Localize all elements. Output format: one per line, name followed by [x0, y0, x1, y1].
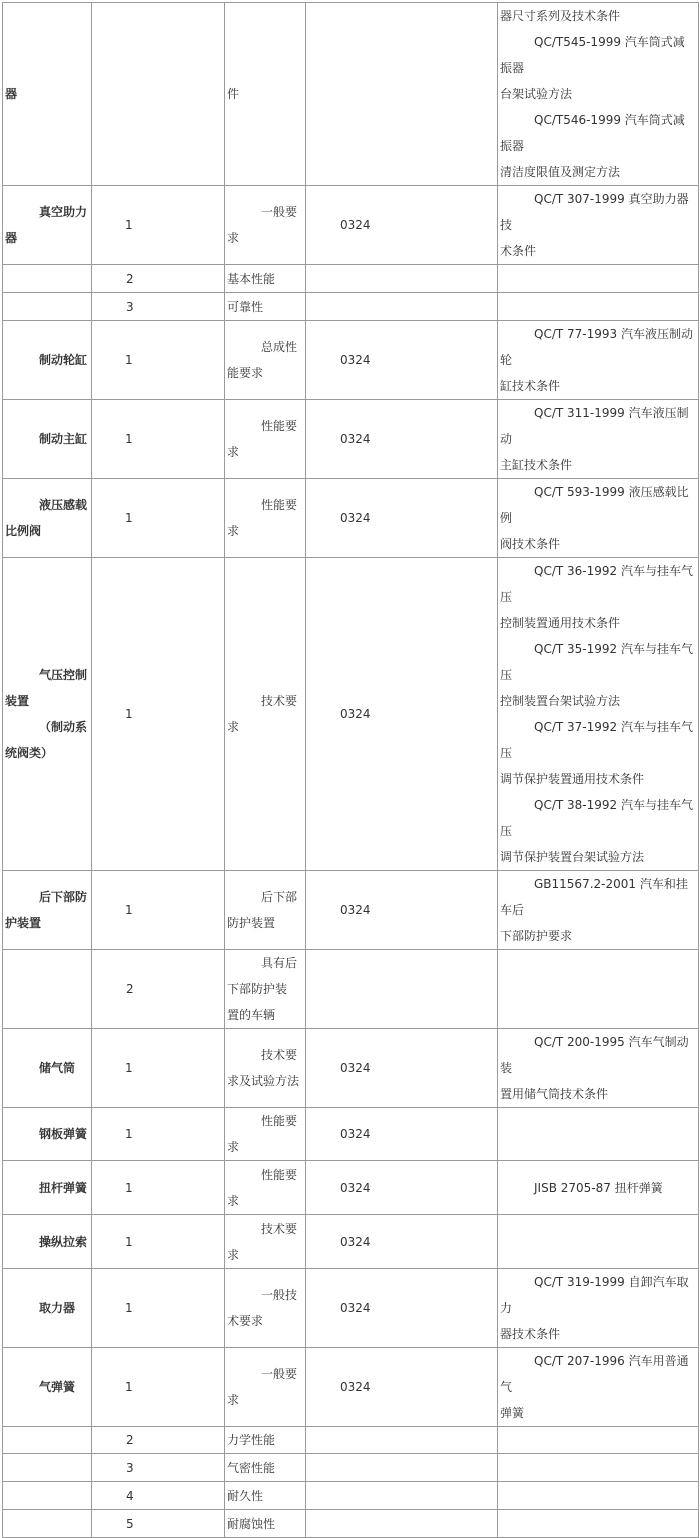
item-name-line: 制动轮缸 [39, 353, 88, 367]
seq-number-cell: 1 [92, 1269, 225, 1348]
table-row [3, 293, 699, 321]
item-name-cell [3, 321, 92, 400]
seq-number-cell: 5 [92, 1510, 225, 1538]
standard-line: QC/T 207-1996 汽车用普通气 [500, 1354, 689, 1394]
item-name-line: 气弹簧 [39, 1380, 76, 1394]
standard-cell [498, 1510, 699, 1538]
parameter-cell [225, 1269, 306, 1348]
standard-cell [498, 1269, 699, 1348]
parameter-line: 总成性 [261, 340, 298, 354]
item-name-cell [3, 1510, 92, 1538]
parameter-line: 求 [227, 1193, 240, 1208]
parameter-line: 术要求 [227, 1314, 264, 1328]
code-cell: 0324 [306, 321, 498, 400]
item-name-cell [3, 186, 92, 265]
item-name-line: 真空助力 [39, 205, 88, 219]
item-name-cell [3, 1215, 92, 1269]
seq-number-cell: 1 [92, 1029, 225, 1108]
item-name-line: 后下部防 [39, 890, 88, 904]
item-name-cell [3, 558, 92, 871]
item-name-line: 储气筒 [39, 1061, 76, 1075]
code-cell [306, 950, 498, 1029]
item-name-cell [3, 265, 92, 293]
code-cell: 0324 [306, 1161, 498, 1215]
standard-line: 缸技术条件 [500, 379, 561, 393]
seq-number-cell: 2 [92, 1427, 225, 1454]
item-name-line: 制动主缸 [39, 432, 88, 446]
item-name-cell [3, 1108, 92, 1161]
item-name-cell [3, 950, 92, 1029]
seq-number-cell: 1 [92, 1108, 225, 1161]
parameter-cell [225, 321, 306, 400]
seq-number-cell: 1 [92, 479, 225, 558]
code-cell: 0324 [306, 871, 498, 950]
code-cell [306, 3, 498, 186]
standard-line: 下部防护要求 [500, 929, 573, 943]
table-row [3, 1269, 699, 1348]
parameter-cell [225, 871, 306, 950]
standard-cell [498, 3, 699, 186]
parameter-line: 求 [227, 1140, 240, 1154]
standard-line: 调节保护装置通用技术条件 [500, 772, 645, 786]
item-name-line: （制动系 [39, 720, 88, 734]
parameter-line: 性能要 [261, 1114, 298, 1128]
standard-cell [498, 1161, 699, 1215]
code-cell: 0324 [306, 1269, 498, 1348]
parameter-line: 技术要 [261, 1048, 298, 1062]
standard-cell [498, 558, 699, 871]
table-row [3, 479, 699, 558]
table-row [3, 558, 699, 871]
parameter-line: 求 [227, 720, 240, 734]
parameter-line: 气密性能 [227, 1460, 276, 1475]
standard-line: QC/T 35-1992 汽车与挂车气压 [500, 642, 693, 682]
standard-line: JISB 2705-87 扭杆弹簧 [534, 1180, 663, 1195]
seq-number-cell: 1 [92, 400, 225, 479]
standard-line: QC/T546-1999 汽车筒式减振器 [500, 113, 685, 153]
parameter-line: 性能要 [261, 1167, 298, 1182]
code-cell [306, 265, 498, 293]
parameter-line: 一般要 [261, 205, 298, 219]
table-row [3, 1454, 699, 1482]
standard-line: 器技术条件 [500, 1327, 561, 1341]
parameter-line: 件 [227, 87, 240, 101]
parameter-cell [225, 1161, 306, 1215]
parameter-line: 求 [227, 445, 240, 459]
standard-cell [498, 1029, 699, 1108]
parameter-line: 求 [227, 1247, 240, 1262]
standard-cell [498, 293, 699, 321]
parameter-line: 求 [227, 231, 240, 245]
standard-line: QC/T 36-1992 汽车与挂车气压 [500, 564, 693, 604]
standard-line: 主缸技术条件 [500, 458, 573, 472]
code-cell: 0324 [306, 1348, 498, 1427]
item-name-line: 扭杆弹簧 [39, 1180, 88, 1195]
seq-number-cell: 3 [92, 1454, 225, 1482]
standard-cell [498, 265, 699, 293]
standard-cell [498, 321, 699, 400]
parameter-line: 可靠性 [227, 299, 264, 314]
standard-line: 阀技术条件 [500, 537, 561, 551]
standard-cell [498, 1482, 699, 1510]
seq-number-cell [92, 3, 225, 186]
standard-cell [498, 1454, 699, 1482]
standard-line: 调节保护装置台架试验方法 [500, 850, 645, 864]
parameter-cell [225, 558, 306, 871]
parameter-cell [225, 293, 306, 321]
standard-cell [498, 1215, 699, 1269]
item-name-line: 操纵拉索 [39, 1234, 88, 1249]
item-name-line: 钢板弹簧 [39, 1127, 88, 1141]
seq-number-cell: 3 [92, 293, 225, 321]
parameter-cell [225, 186, 306, 265]
item-name-cell [3, 871, 92, 950]
table-row [3, 265, 699, 293]
seq-number-cell: 1 [92, 1348, 225, 1427]
standard-line: 置用储气筒技术条件 [500, 1087, 609, 1101]
standard-line: QC/T545-1999 汽车筒式减振器 [500, 35, 685, 75]
item-name-cell [3, 1482, 92, 1510]
standard-line: GB11567.2-2001 汽车和挂车后 [500, 877, 688, 917]
item-name-line: 统阀类） [5, 746, 54, 760]
standard-line: 台架试验方法 [500, 87, 573, 101]
parameter-line: 力学性能 [227, 1433, 276, 1447]
item-name-line: 护装置 [5, 916, 42, 930]
item-name-cell [3, 400, 92, 479]
parameter-cell [225, 1427, 306, 1454]
standard-cell [498, 1427, 699, 1454]
item-name-line: 器 [5, 231, 18, 245]
parameter-line: 具有后下部防护装 [227, 956, 298, 996]
parameter-line: 求 [227, 524, 240, 538]
parameter-line: 一般技 [261, 1288, 298, 1302]
item-name-cell [3, 3, 92, 186]
parameter-cell [225, 3, 306, 186]
item-name-cell [3, 479, 92, 558]
item-name-line: 气压控制 [39, 668, 88, 682]
item-name-line: 取力器 [39, 1301, 76, 1315]
parameter-line: 性能要 [261, 419, 298, 433]
table-row [3, 1161, 699, 1215]
item-name-line: 比例阀 [5, 524, 42, 538]
parameter-cell [225, 479, 306, 558]
standard-line: QC/T 77-1993 汽车液压制动轮 [500, 327, 693, 367]
item-name-cell [3, 293, 92, 321]
parameter-line: 性能要 [261, 498, 298, 512]
parameter-cell [225, 400, 306, 479]
parameter-cell [225, 1108, 306, 1161]
table-row [3, 950, 699, 1029]
parameter-cell [225, 950, 306, 1029]
seq-number-cell: 1 [92, 871, 225, 950]
seq-number-cell: 1 [92, 1215, 225, 1269]
parameter-line: 后下部 [261, 890, 298, 904]
seq-number-cell: 2 [92, 265, 225, 293]
parameter-line: 技术要 [261, 694, 298, 708]
seq-number-cell: 1 [92, 558, 225, 871]
standard-line: QC/T 593-1999 液压感载比例 [500, 485, 689, 525]
item-name-cell [3, 1269, 92, 1348]
seq-number-cell: 4 [92, 1482, 225, 1510]
table-row [3, 1482, 699, 1510]
table-row [3, 1348, 699, 1427]
standard-line: 清洁度限值及测定方法 [500, 165, 621, 179]
item-name-cell [3, 1161, 92, 1215]
table-row [3, 1427, 699, 1454]
table-row [3, 321, 699, 400]
parameter-line: 能要求 [227, 366, 264, 380]
code-cell [306, 1510, 498, 1538]
table-row [3, 186, 699, 265]
item-name-line: 器 [5, 87, 18, 101]
code-cell: 0324 [306, 400, 498, 479]
parameter-line: 置的车辆 [227, 1008, 276, 1022]
item-name-cell [3, 1454, 92, 1482]
standard-line: 控制装置通用技术条件 [500, 616, 621, 630]
parameter-cell [225, 265, 306, 293]
code-cell: 0324 [306, 1215, 498, 1269]
code-cell: 0324 [306, 186, 498, 265]
code-cell [306, 1454, 498, 1482]
parameter-cell [225, 1029, 306, 1108]
item-name-line: 装置 [5, 694, 30, 708]
parameter-line: 基本性能 [227, 271, 276, 286]
item-name-cell [3, 1427, 92, 1454]
table-row [3, 400, 699, 479]
parameter-cell [225, 1348, 306, 1427]
parameter-line: 耐久性 [227, 1488, 264, 1503]
standard-cell [498, 400, 699, 479]
standard-cell [498, 1348, 699, 1427]
standard-cell [498, 186, 699, 265]
table-row [3, 1510, 699, 1538]
standard-line: 弹簧 [500, 1406, 525, 1420]
table-row [3, 871, 699, 950]
seq-number-cell: 1 [92, 321, 225, 400]
standards-table [2, 2, 699, 1538]
standard-line: QC/T 311-1999 汽车液压制动 [500, 406, 689, 446]
standard-line: 术条件 [500, 244, 537, 258]
seq-number-cell: 1 [92, 1161, 225, 1215]
parameter-cell [225, 1215, 306, 1269]
parameter-line: 防护装置 [227, 916, 276, 930]
standard-cell [498, 1108, 699, 1161]
standard-line: QC/T 38-1992 汽车与挂车气压 [500, 798, 693, 838]
item-name-cell [3, 1029, 92, 1108]
standard-line: QC/T 319-1999 自卸汽车取力 [500, 1275, 689, 1315]
code-cell: 0324 [306, 479, 498, 558]
standard-line: 器尺寸系列及技术条件 [500, 9, 621, 23]
parameter-line: 耐腐蚀性 [227, 1516, 276, 1531]
code-cell [306, 1427, 498, 1454]
standards-table-body [3, 3, 699, 1538]
parameter-cell [225, 1454, 306, 1482]
item-name-cell [3, 1348, 92, 1427]
seq-number-cell: 2 [92, 950, 225, 1029]
parameter-line: 技术要 [261, 1221, 298, 1236]
table-row [3, 1029, 699, 1108]
code-cell: 0324 [306, 1108, 498, 1161]
table-row [3, 1108, 699, 1161]
parameter-cell [225, 1510, 306, 1538]
standard-line: QC/T 307-1999 真空助力器技 [500, 192, 689, 232]
code-cell [306, 1482, 498, 1510]
seq-number-cell: 1 [92, 186, 225, 265]
code-cell: 0324 [306, 558, 498, 871]
code-cell: 0324 [306, 1029, 498, 1108]
parameter-cell [225, 1482, 306, 1510]
standard-cell [498, 479, 699, 558]
item-name-line: 液压感载 [39, 498, 88, 512]
standard-cell [498, 950, 699, 1029]
parameter-line: 一般要 [261, 1367, 298, 1381]
table-row [3, 1215, 699, 1269]
table-row [3, 3, 699, 186]
parameter-line: 求 [227, 1393, 240, 1407]
standard-line: QC/T 200-1995 汽车气制动装 [500, 1035, 689, 1075]
standard-line: 控制装置台架试验方法 [500, 694, 621, 708]
standard-cell [498, 871, 699, 950]
standard-line: QC/T 37-1992 汽车与挂车气压 [500, 720, 693, 760]
code-cell [306, 293, 498, 321]
parameter-line: 求及试验方法 [227, 1074, 300, 1088]
